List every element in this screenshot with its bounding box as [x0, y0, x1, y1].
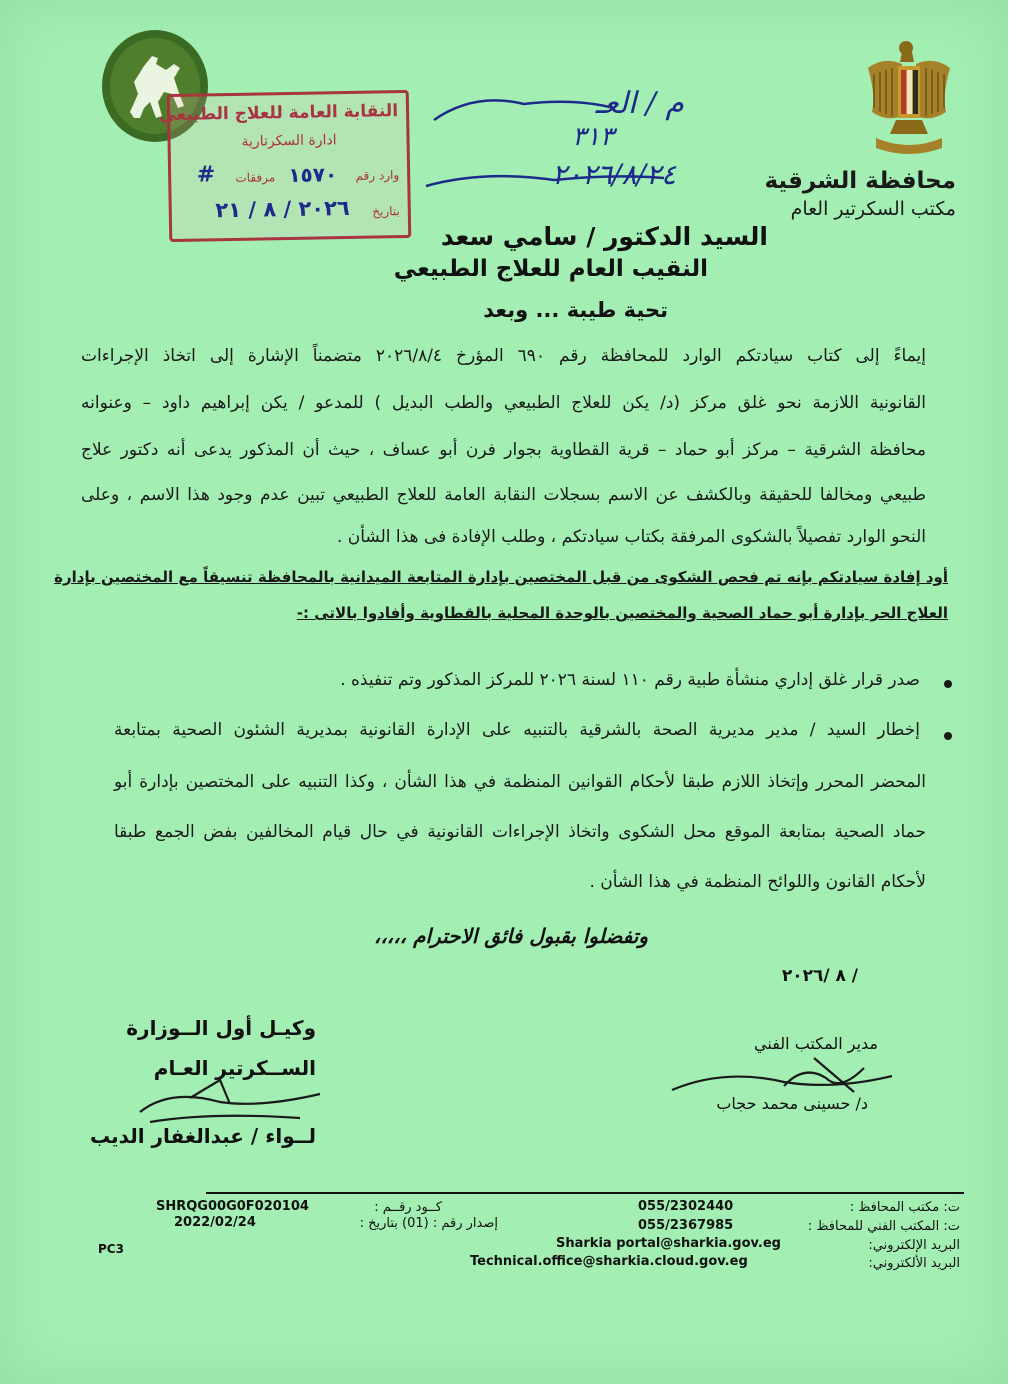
body-p1-line-5: النحو الوارد تفصيلاً بالشكوى المرفقة بكتاب سيادتكم ، وطلب الإفادة فى هذا الشأن .	[336, 527, 926, 547]
tech-office-title: مدير المكتب الفني	[754, 1034, 878, 1053]
stamp-incoming-label: وارد رقم	[355, 168, 400, 183]
handwritten-line-1: م / العـ	[595, 86, 684, 121]
body-p1-line-2: القانونية اللازمة نحو غلق مركز (د/ يكن للعلاج الطبيعي والطب البديل ) للمدعو / يكن إبراهيم داود – وعنوانه	[81, 393, 926, 413]
footer-tech-office-label: ت: المكتب الفني للمحافظ :	[807, 1219, 960, 1234]
bullet-2-line-1: إخطار السيد / مدير مديرية الصحة بالشرقية بالتنبيه على الإدارة القانونية بمديرية الشئون الصحية بمتابعة	[114, 720, 920, 740]
governorate-name: محافظة الشرقية	[764, 168, 956, 194]
received-stamp	[159, 90, 412, 242]
stamp-date: ٢٠٢٦ / ٨ / ٢١	[215, 195, 350, 223]
bullet-2-line-4: لأحكام القانون واللوائح المنظمة في هذا الشأن .	[589, 872, 926, 892]
body-p1-line-3: محافظة الشرقية – مركز أبو حماد – قرية القطاوية بجوار فرن أبو عساف ، حيث أن المذكور يدعى أنه دكتور علاج	[81, 440, 926, 460]
bullet-2-line-2: المحضر المحرر وإتخاذ اللازم طبقا لأحكام القوانين المنظمة في هذا الشأن ، وكذا التنبيه على المختصين بإدارة أبو	[114, 772, 926, 792]
footer-code-label: كــود رقــم :	[374, 1200, 442, 1215]
tech-office-name: د/ حسينى محمد حجاب	[716, 1094, 868, 1113]
closing-line: وتفضلوا بقبول فائق الاحترام ،،،،،	[373, 924, 648, 948]
recipient-name: السيد الدكتور / سامي سعد	[440, 222, 768, 251]
footer-tech-office-phone: 055/2367985	[638, 1218, 734, 1233]
footer-divider	[206, 1192, 964, 1194]
stamp-attachments-value: #	[196, 162, 216, 188]
recipient-title: النقيب العام للعلاج الطبيعي	[393, 256, 708, 282]
bullet-2-line-3: حماد الصحية بمتابعة الموقع محل الشكوى واتخاذ الإجراءات القانونية في حال قيام المخالفين بفض الجمع طبقا	[114, 822, 926, 842]
footer-email-label: البريد الإلكتروني:	[868, 1238, 960, 1253]
footer-email2-label: البريد الألكتروني:	[868, 1256, 960, 1271]
body-p2-line-2: العلاج الحر بإدارة أبو حماد الصحية والمختصين بالوحدة المحلية بالقطاوية وأفادوا بالاتى :-	[296, 604, 948, 622]
stamp-incoming-number: ١٥٧٠	[288, 162, 338, 188]
footer-email2-value: Technical.office@sharkia.cloud.gov.eg	[470, 1254, 748, 1269]
footer-code-value: SHRQG00G0F020104	[156, 1199, 309, 1214]
handwritten-line-2: ٣١٣	[572, 122, 614, 152]
secretary-general-title: الســكرتير العـام	[153, 1056, 316, 1080]
footer-email-value: Sharkia portal@sharkia.gov.eg	[556, 1236, 781, 1251]
eagle-emblem-icon	[862, 38, 956, 160]
office-name: مكتب السكرتير العام	[790, 198, 956, 220]
handwritten-note	[414, 78, 704, 208]
footer-governor-office-phone: 055/2302440	[638, 1199, 734, 1214]
footer-issue-label: إصدار رقم : (01) بتاريخ :	[359, 1216, 498, 1231]
stamp-attachments-label: مرفقات	[235, 170, 276, 185]
handwritten-line-3: ٢٠٢٦/٨/٢٤	[551, 158, 676, 191]
letter-date: / ٨ /٢٠٢٦	[781, 966, 858, 986]
bullet-2-dot	[944, 732, 952, 740]
secretary-name: لــواء / عبدالغفار الديب	[89, 1124, 316, 1148]
body-p1-line-4: طبيعي ومخالفا للحقيقة وبالكشف عن الاسم بسجلات النقابة العامة للعلاج الطبيعي تبين عدم وجود هذا الاسم ، وعلى	[81, 485, 926, 505]
stamp-title: النقابة العامة للعلاج الطبيعي	[159, 101, 399, 126]
bullet-1-text: صدر قرار غلق إداري منشأة طبية رقم ١١٠ لسنة ٢٠٢٦ للمركز المذكور وتم تنفيذه .	[340, 670, 920, 690]
footer-issue-date: 2022/02/24	[174, 1215, 256, 1230]
greeting: تحية طيبة ... وبعد	[483, 298, 668, 322]
body-p2-line-1: أود إفادة سيادتكم بإنه تم فحص الشكوى من قبل المختصين بإدارة المتابعة الميدانية بالمحافظة تنسيقاً مع المختصين بإدارة	[54, 568, 948, 586]
body-p1-line-1: إيماءً إلى كتاب سيادتكم الوارد للمحافظة رقم ٦٩٠ المؤرخ ٢٠٢٦/٨/٤ متضمناً الإشارة إلى اتخاذ الإجراءات	[81, 346, 926, 366]
egypt-eagle-emblem	[862, 38, 956, 160]
page-code: PC3	[98, 1242, 124, 1256]
stamp-department: ادارة السكرتارية	[241, 132, 337, 150]
stamp-date-label: بتاريخ	[372, 204, 400, 219]
bullet-1-dot	[944, 680, 952, 688]
deputy-minister-title: وكيـل أول الــوزارة	[126, 1016, 316, 1040]
footer-governor-office-label: ت: مكتب المحافظ :	[849, 1200, 960, 1215]
